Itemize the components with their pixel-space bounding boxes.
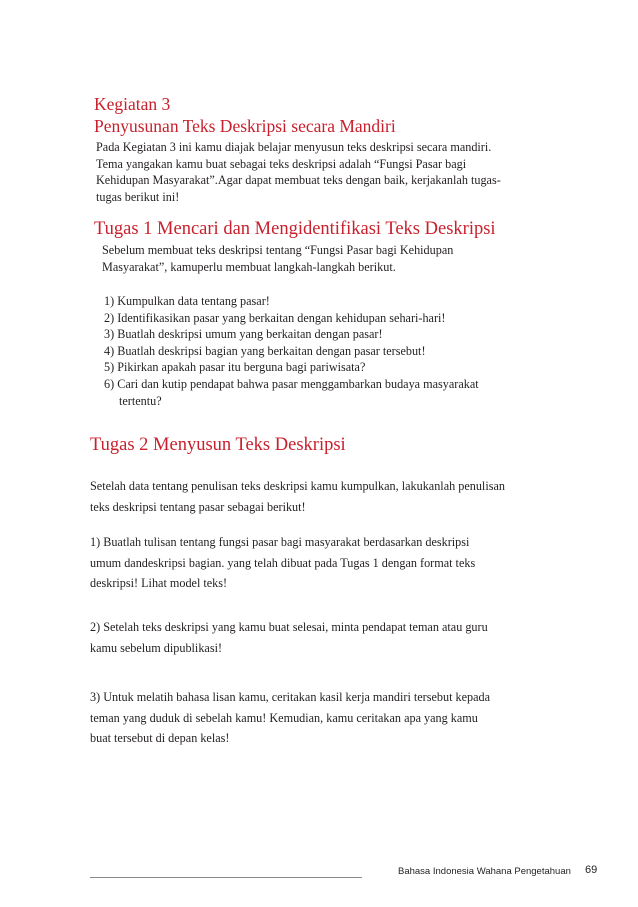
step-text: 6) Cari dan kutip pendapat bahwa pasar menggambarkan budaya masyarakat: [104, 376, 479, 391]
intro-line: Masyarakat”, kamuperlu membuat langkah-langkah berikut.: [102, 259, 396, 274]
list-item: 2) Identifikasikan pasar yang berkaitan dengan kehidupan sehari-hari!: [104, 310, 446, 325]
intro-line: Sebelum membuat teks deskripsi tentang “Fungsi Pasar bagi Kehidupan: [102, 243, 454, 257]
task2-intro: [90, 476, 505, 517]
footer-divider: [90, 877, 362, 878]
step-continuation: tertentu?: [119, 393, 162, 408]
intro-line: Setelah data tentang penulisan teks deskripsi kamu kumpulkan, lakukanlah penulisan: [90, 479, 505, 493]
item-line: umum dandeskripsi bagian. yang telah dibuat pada Tugas 1 dengan format teks: [90, 555, 476, 570]
page-number: 69: [585, 864, 598, 876]
task2-item-1: [90, 532, 475, 594]
footer-book-title: Bahasa Indonesia Wahana Pengetahuan: [398, 866, 571, 877]
item-line: kamu sebelum dipublikasi!: [90, 640, 223, 655]
list-item: 3) Buatlah deskripsi umum yang berkaitan dengan pasar!: [104, 327, 383, 342]
task1-steps: [104, 293, 479, 409]
task2-item-2: [90, 617, 488, 658]
intro-line: teks deskripsi tentang pasar sebagai berikut!: [90, 499, 306, 514]
intro-line: Pada Kegiatan 3 ini kamu diajak belajar menyusun teks deskripsi secara mandiri.: [96, 140, 492, 154]
task1-title: Tugas 1 Mencari dan Mengidentifikasi Teks Deskripsi: [94, 219, 496, 239]
task2-item-3: [90, 687, 490, 749]
activity-label: Kegiatan 3: [94, 94, 171, 114]
list-item: 1) Kumpulkan data tentang pasar!: [104, 294, 270, 308]
task1-intro: [102, 242, 453, 275]
intro-line: Kehidupan Masyarakat”.Agar dapat membuat teks dengan baik, kerjakanlah tugas-: [96, 173, 501, 187]
activity-title: Penyusunan Teks Deskripsi secara Mandiri: [94, 116, 396, 136]
item-line: teman yang duduk di sebelah kamu! Kemudian, kamu ceritakan apa yang kamu: [90, 710, 478, 725]
list-item: 4) Buatlah deskripsi bagian yang berkaitan dengan pasar tersebut!: [104, 343, 426, 358]
intro-line: tugas berikut ini!: [96, 189, 180, 204]
list-item: 5) Pikirkan apakah pasar itu berguna bagi pariwisata?: [104, 360, 366, 375]
task2-title: Tugas 2 Menyusun Teks Deskripsi: [90, 435, 346, 455]
item-line: buat tersebut di depan kelas!: [90, 731, 230, 745]
item-line: 1) Buatlah tulisan tentang fungsi pasar bagi masyarakat berdasarkan deskripsi: [90, 535, 470, 549]
item-line: 2) Setelah teks deskripsi yang kamu buat selesai, minta pendapat teman atau guru: [90, 620, 488, 634]
item-line: 3) Untuk melatih bahasa lisan kamu, ceritakan kasil kerja mandiri tersebut kepada: [90, 690, 491, 704]
item-line: deskripsi! Lihat model teks!: [90, 576, 228, 590]
activity-intro: [96, 139, 501, 205]
intro-line: Tema yangakan kamu buat sebagai teks deskripsi adalah “Fungsi Pasar bagi: [96, 156, 467, 171]
list-item: [104, 376, 479, 409]
